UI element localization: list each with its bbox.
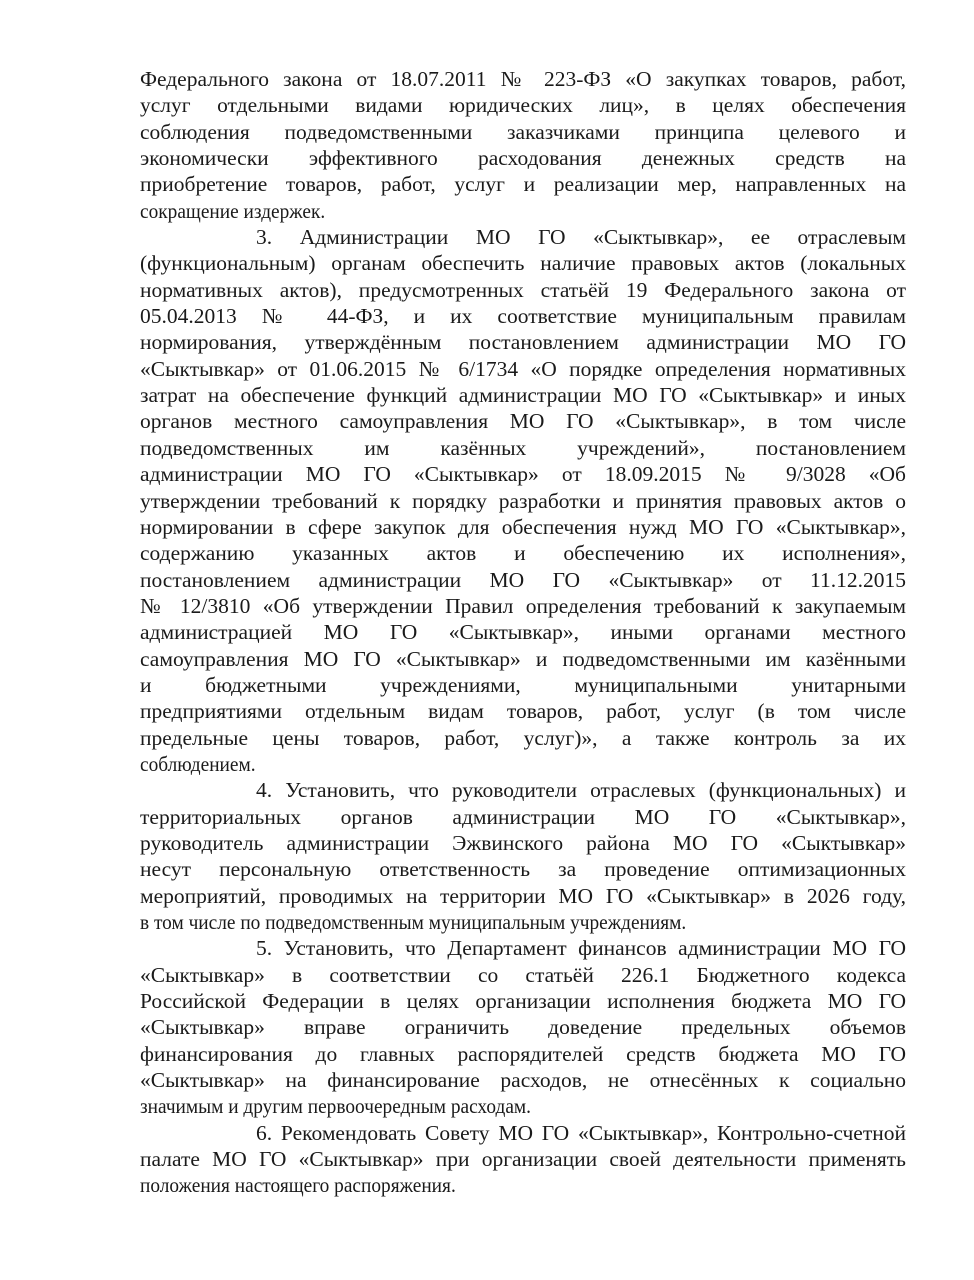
paragraph-p5 <box>140 935 906 1119</box>
text-line: затрат на обеспечение функций администрации МО ГО «Сыктывкар» и иных <box>140 383 906 408</box>
text-line: 4. Установить, что руководители отраслевых (функциональных) и <box>256 778 906 803</box>
text-line: предельные цены товаров, работ, услуг)», а также контроль за их <box>140 725 906 750</box>
text-line: несут персональную ответственность за проведение оптимизационных <box>140 857 906 882</box>
text-line: администрацией МО ГО «Сыктывкар», иными органами местного <box>140 620 906 645</box>
text-line: 05.04.2013 № 44-ФЗ, и их соответствие муниципальным правилам <box>140 304 906 329</box>
text-line: в том числе по подведомственным муниципальным учреждениям. <box>140 910 687 934</box>
text-line: соблюдением. <box>140 751 256 776</box>
text-line: «Сыктывкар» вправе ограничить доведение предельных объемов <box>140 1015 906 1040</box>
text-line: услуг отдельными видами юридических лиц», в целях обеспечения <box>140 93 906 118</box>
text-line: территориальных органов администрации МО ГО «Сыктывкар», <box>140 804 906 829</box>
paragraph-p6 <box>140 1120 906 1199</box>
text-line: органов местного самоуправления МО ГО «Сыктывкар», в том числе <box>140 409 906 434</box>
paragraph-p4 <box>140 777 906 935</box>
text-line: Российской Федерации в целях организации исполнения бюджета МО ГО <box>140 989 906 1014</box>
text-line: значимым и другим первоочередным расходам. <box>140 1094 531 1119</box>
text-line: предприятиями отдельным видам товаров, работ, услуг (в том числе <box>140 699 906 724</box>
text-line: «Сыктывкар» на финансирование расходов, не отнесённых к социально <box>140 1068 906 1093</box>
text-line: нормирования, утверждённым постановлением администрации МО ГО <box>140 330 906 355</box>
text-line: подведомственных им казённых учреждений», постановлением <box>140 435 906 460</box>
text-line: мероприятий, проводимых на территории МО ГО «Сыктывкар» в 2026 году, <box>140 883 906 908</box>
text-line: «Сыктывкар» в соответствии со статьёй 226.1 Бюджетного кодекса <box>140 962 906 987</box>
text-line: руководитель администрации Эжвинского района МО ГО «Сыктывкар» <box>140 830 906 855</box>
text-line: нормативных актов), предусмотренных статьёй 19 Федерального закона от <box>140 277 906 302</box>
paragraph-p3 <box>140 224 906 777</box>
paragraph-p2-continuation <box>140 66 906 224</box>
document-page <box>140 66 906 1199</box>
text-line: утверждении требований к порядку разработки и принятия правовых актов о <box>140 488 906 513</box>
text-line: администрации МО ГО «Сыктывкар» от 18.09.2015 № 9/3028 «Об <box>140 462 906 487</box>
text-line: 6. Рекомендовать Совету МО ГО «Сыктывкар», Контрольно-счетной <box>256 1120 906 1145</box>
text-line: самоуправления МО ГО «Сыктывкар» и подведомственными им казёнными <box>140 646 906 671</box>
text-line: сокращение издержек. <box>140 198 326 223</box>
text-line: палате МО ГО «Сыктывкар» при организации своей деятельности применять <box>140 1147 906 1172</box>
text-line: финансирования до главных распорядителей средств бюджета МО ГО <box>140 1041 906 1066</box>
text-line: соблюдения подведомственными заказчиками принципа целевого и <box>140 119 906 144</box>
text-line: положения настоящего распоряжения. <box>140 1173 456 1198</box>
text-line: 3. Администрации МО ГО «Сыктывкар», ее отраслевым <box>256 225 906 250</box>
text-line: «Сыктывкар» от 01.06.2015 № 6/1734 «О порядке определения нормативных <box>140 356 906 381</box>
text-line: Федерального закона от 18.07.2011 № 223-ФЗ «О закупках товаров, работ, <box>140 67 906 91</box>
text-line: приобретение товаров, работ, услуг и реализации мер, направленных на <box>140 172 906 197</box>
text-line: № 12/3810 «Об утверждении Правил определения требований к закупаемым <box>140 593 906 618</box>
text-line: содержанию указанных актов и обеспечению их исполнения», <box>140 541 906 566</box>
text-line: экономически эффективного расходования денежных средств на <box>140 146 906 171</box>
text-line: 5. Установить, что Департамент финансов администрации МО ГО <box>256 936 906 961</box>
text-line: постановлением администрации МО ГО «Сыктывкар» от 11.12.2015 <box>140 567 906 592</box>
text-line: (функциональным) органам обеспечить наличие правовых актов (локальных <box>140 251 906 276</box>
text-line: и бюджетными учреждениями, муниципальными унитарными <box>140 672 906 697</box>
text-line: нормировании в сфере закупок для обеспечения нужд МО ГО «Сыктывкар», <box>140 514 906 539</box>
